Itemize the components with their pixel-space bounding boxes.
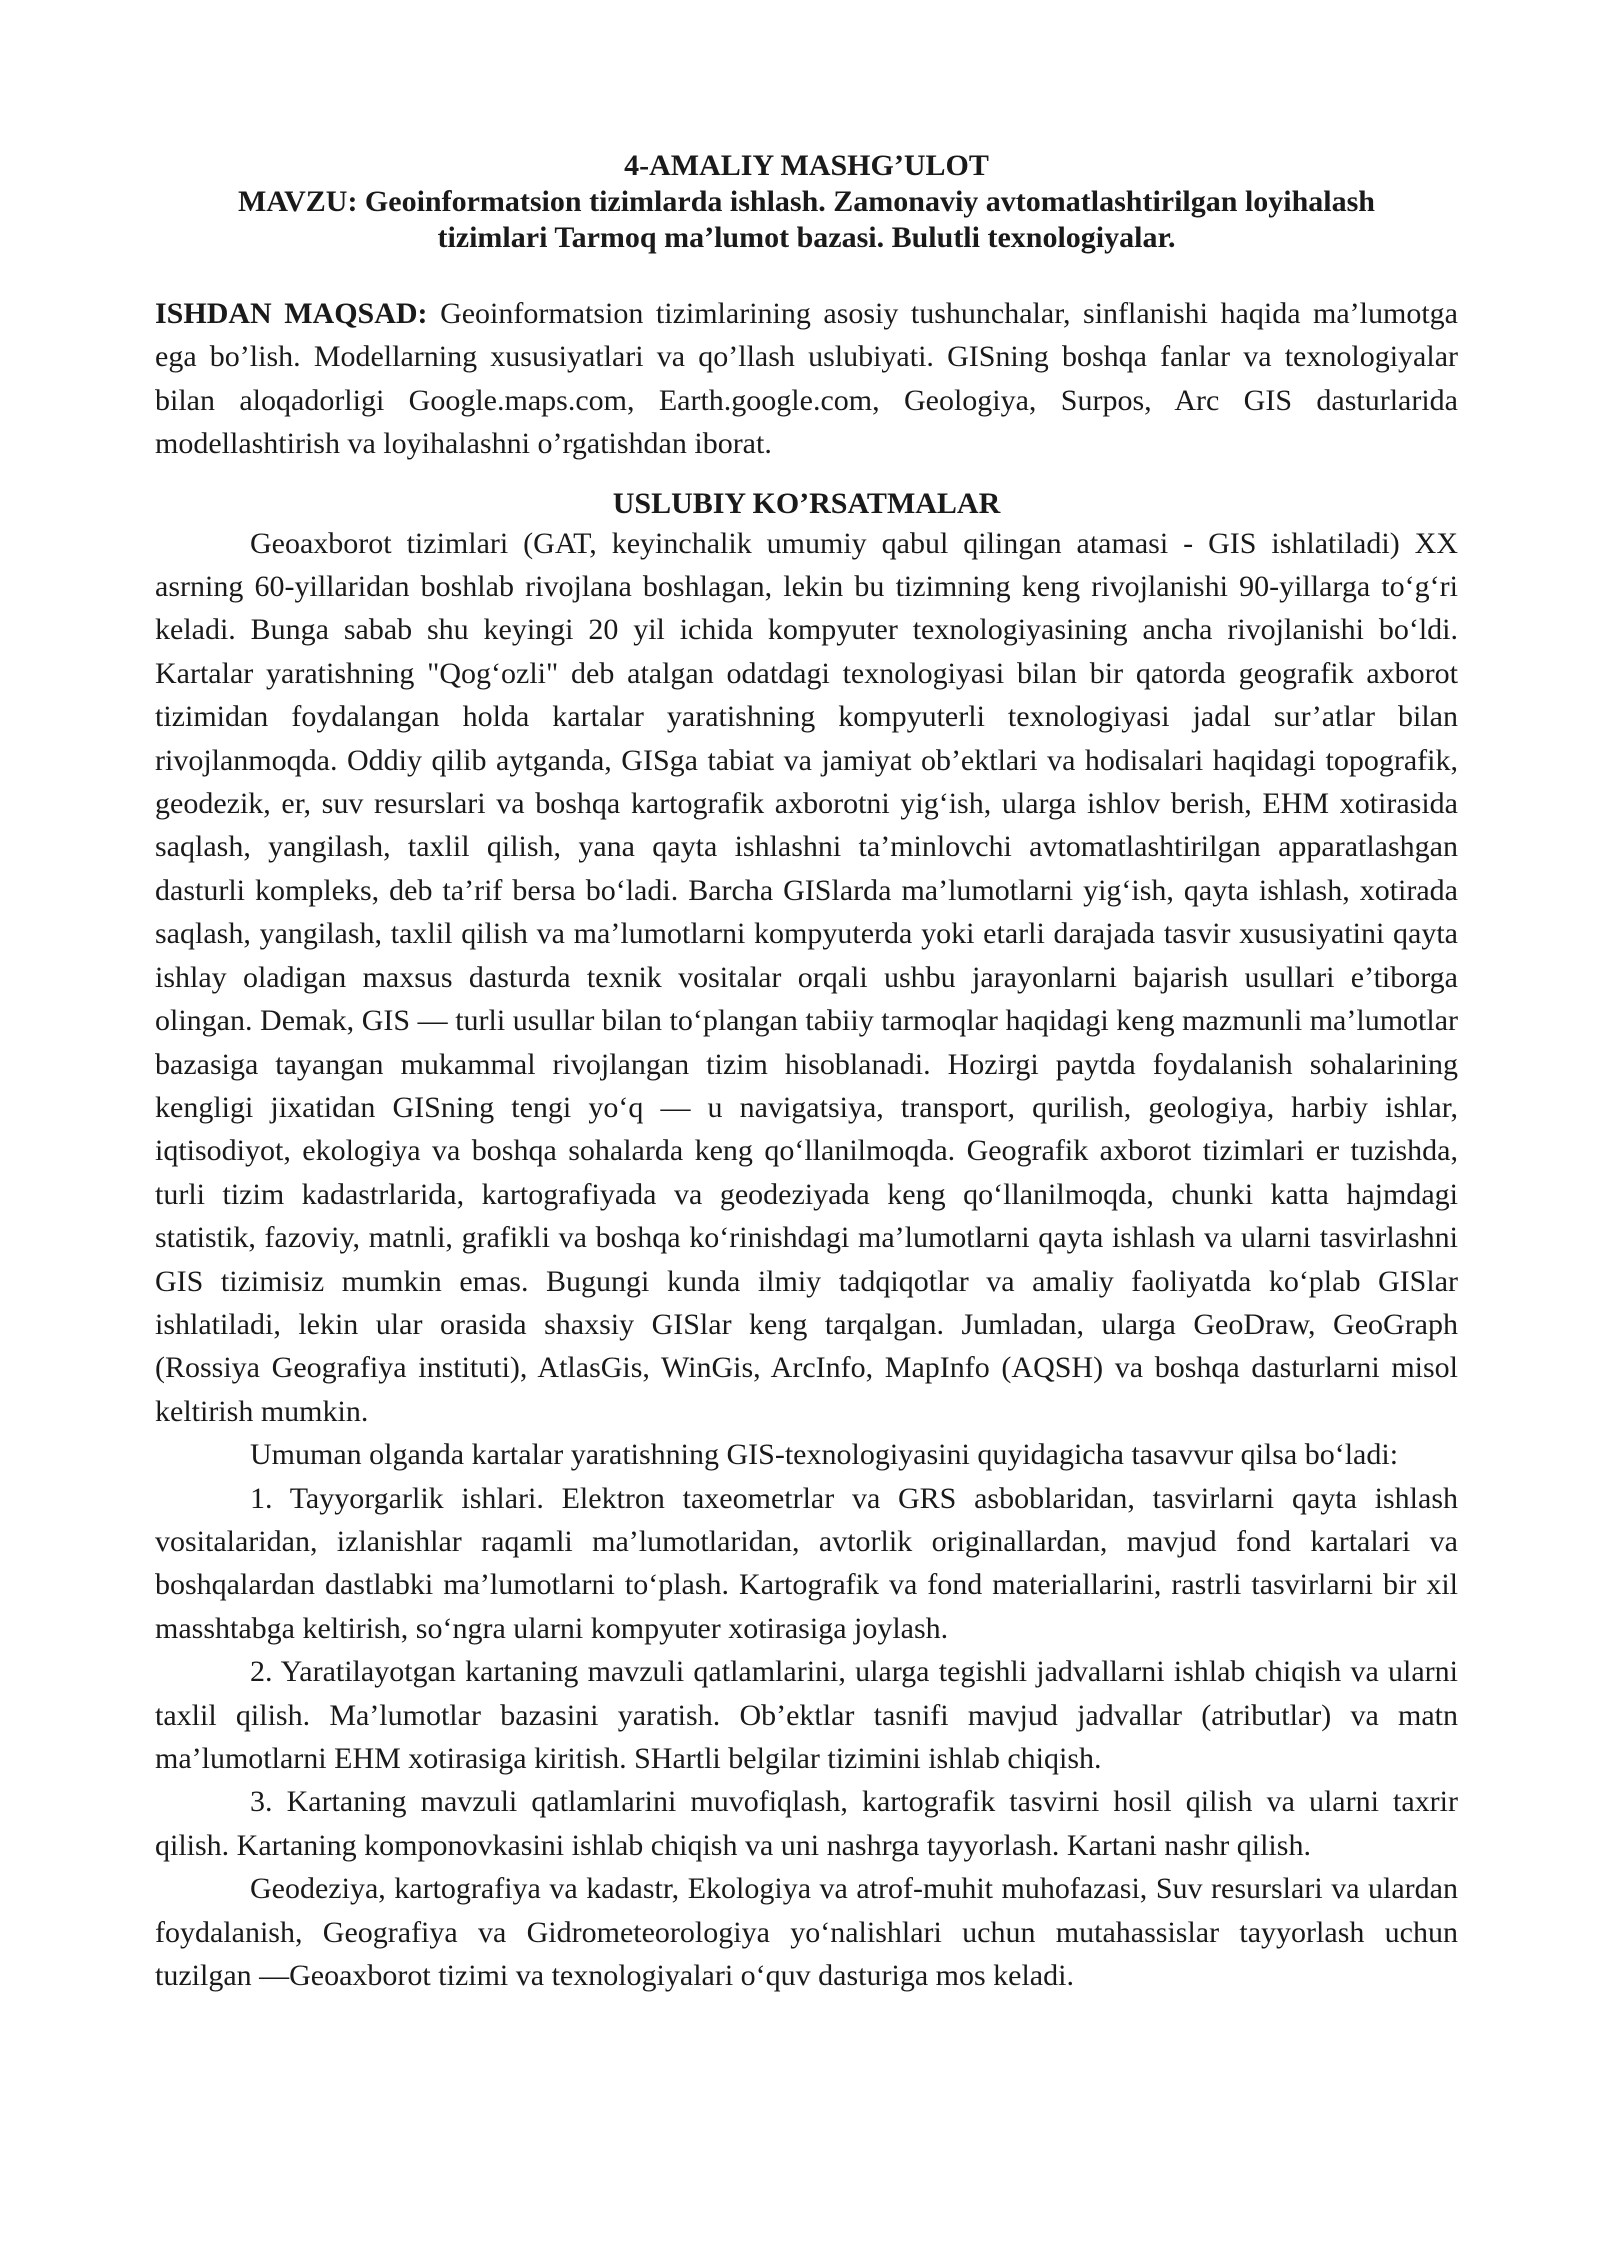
document-heading <box>155 148 1458 256</box>
paragraph-step-3: 3. Kartaning mavzuli qatlamlarini muvofiqlash, kartografik tasvirni hosil qilish va ularni taxrir qilish. Kartaning komponovkasini ishlab chiqish va uni nashrga tayyorlash. Kartani nashr qilish. <box>155 1785 1458 1862</box>
section-title: USLUBIY KO’RSATMALAR <box>612 486 1001 520</box>
topic-line-1: MAVZU: Geoinformatsion tizimlarda ishlash. Zamonaviy avtomatlashtirilgan loyihalash <box>237 185 1375 218</box>
topic-line-2: tizimlari Tarmoq ma’lumot bazasi. Bulutli texnologiyalar. <box>437 221 1176 254</box>
paragraph-technology: Umuman olganda kartalar yaratishning GIS-texnologiyasini quyidagicha tasavvur qilsa bo‘ladi: <box>250 1438 1399 1472</box>
paragraph-intro: Geoaxborot tizimlari (GAT, keyinchalik umumiy qabul qilingan atamasi - GIS ishlatiladi) XX asrning 60-yillaridan boshlab rivojlana boshlagan, lekin bu tizimning keng rivojlanishi 90-yillarga to‘g‘ri keladi. Bunga sabab shu keyingi 20 yil ichida kompyuter texnologiyasining ancha rivojlanishi bo‘ldi. Kartalar yaratishning "Qog‘ozli" deb atalgan odatdagi texnologiyasi bilan bir qatorda geografik axborot tizimidan foydalangan holda kartalar yaratishning kompyuterli texnologiyasi jadal sur’atlar bilan rivojlanmoqda. Oddiy qilib aytganda, GISga tabiat va jamiyat ob’ektlari va hodisalari haqidagi topografik, geodezik, er, suv resurslari va boshqa kartografik axborotni yig‘ish, ularga ishlov berish, EHM xotirasida saqlash, yangilash, taxlil qilish, yana qayta ishlashni ta’minlovchi avtomatlashtirilgan apparatlashgan dasturli kompleks, deb ta’rif bersa bo‘ladi. Barcha GISlarda ma’lumotlarni yig‘ish, qayta ishlash, xotirada saqlash, yangilash, taxlil qilish va ma’lumotlarni kompyuterda yoki etarli darajada tasvir xususiyatini qayta ishlay oladigan maxsus dasturda texnik vositalar orqali ushbu jarayonlarni bajarish usullari e’tiborga olingan. Demak, GIS — turli usullar bilan to‘plangan tabiiy tarmoqlar haqidagi keng mazmunli ma’lumotlar bazasiga tayangan mukammal rivojlangan tizim hisoblanadi. Hozirgi paytda foydalanish sohalarining kengligi jixatidan GISning tengi yo‘q — u navigatsiya, transport, qurilish, geologiya, harbiy ishlar, iqtisodiyot, ekologiya va boshqa sohalarda keng qo‘llanilmoqda. Geografik axborot tizimlari er tuzishda, turli tizim kadastrlarida, kartografiyada va geodeziyada keng qo‘llanilmoqda, chunki katta hajmdagi statistik, fazoviy, matnli, grafikli va boshqa ko‘rinishdagi ma’lumotlarni qayta ishlash va ularni tasvirlashni GIS tizimisiz mumkin emas. Bugungi kunda ilmiy tadqiqotlar va amaliy faoliyatda ko‘plab GISlar ishlatiladi, lekin ular orasida shaxsiy GISlar keng tarqalgan. Jumladan, ularga GeoDraw, GeoGraph (Rossiya Geografiya instituti), AtlasGis, WinGis, ArcInfo, MapInfo (AQSH) va boshqa dasturlarni misol keltirish mumkin. <box>155 526 1458 1428</box>
paragraph-conclusion: Geodeziya, kartografiya va kadastr, Ekologiya va atrof-muhit muhofazasi, Suv resurslari va ulardan foydalanish, Geografiya va Gidrometeorologiya yo‘nalishlari uchun mutahassislar tayyorlash uchun tuzilgan ―Geoaxborot tizimi va texnologiyalari o‘quv dasturiga mos keladi. <box>155 1872 1458 1993</box>
goal-paragraph <box>155 292 1458 466</box>
goal-label: ISHDAN MAQSAD: <box>155 297 428 330</box>
practice-title: 4-AMALIY MASHG’ULOT <box>624 149 989 182</box>
paragraph-step-1: 1. Tayyorgarlik ishlari. Elektron taxeometrlar va GRS asboblaridan, tasvirlarni qayta ishlash vositalaridan, izlanishlar raqamli ma’lumotlaridan, avtorlik originallardan, mavjud fond kartalari va boshqalardan dastlabki ma’lumotlarni to‘plash. Kartografik va fond materiallarini, rastrli tasvirlarni bir xil masshtabga keltirish, so‘ngra ularni kompyuter xotirasiga joylash. <box>155 1481 1458 1645</box>
paragraph-step-2: 2. Yaratilayotgan kartaning mavzuli qatlamlarini, ularga tegishli jadvallarni ishlab chiqish va ularni taxlil qilish. Ma’lumotlar bazasini yaratish. Ob’ektlar tasnifi mavjud jadvallar (atributlar) va matn ma’lumotlarni EHM xotirasiga kiritish. SHartli belgilar tizimini ishlab chiqish. <box>155 1655 1458 1775</box>
goal-text: Geoinformatsion tizimlarining asosiy tushunchalar, sinflanishi haqida ma’lumotga ega bo’lish. Modellarning xususiyatlari va qo’llash uslubiyati. GISning boshqa fanlar va texnologiyalar bilan aloqadorligi Google.maps.com, Earth.google.com, Geologiya, Surpos, Arc GIS dasturlarida modellashtirish va loyihalashni o’rgatishdan iborat. <box>155 297 1458 461</box>
document-page <box>155 148 1458 1997</box>
